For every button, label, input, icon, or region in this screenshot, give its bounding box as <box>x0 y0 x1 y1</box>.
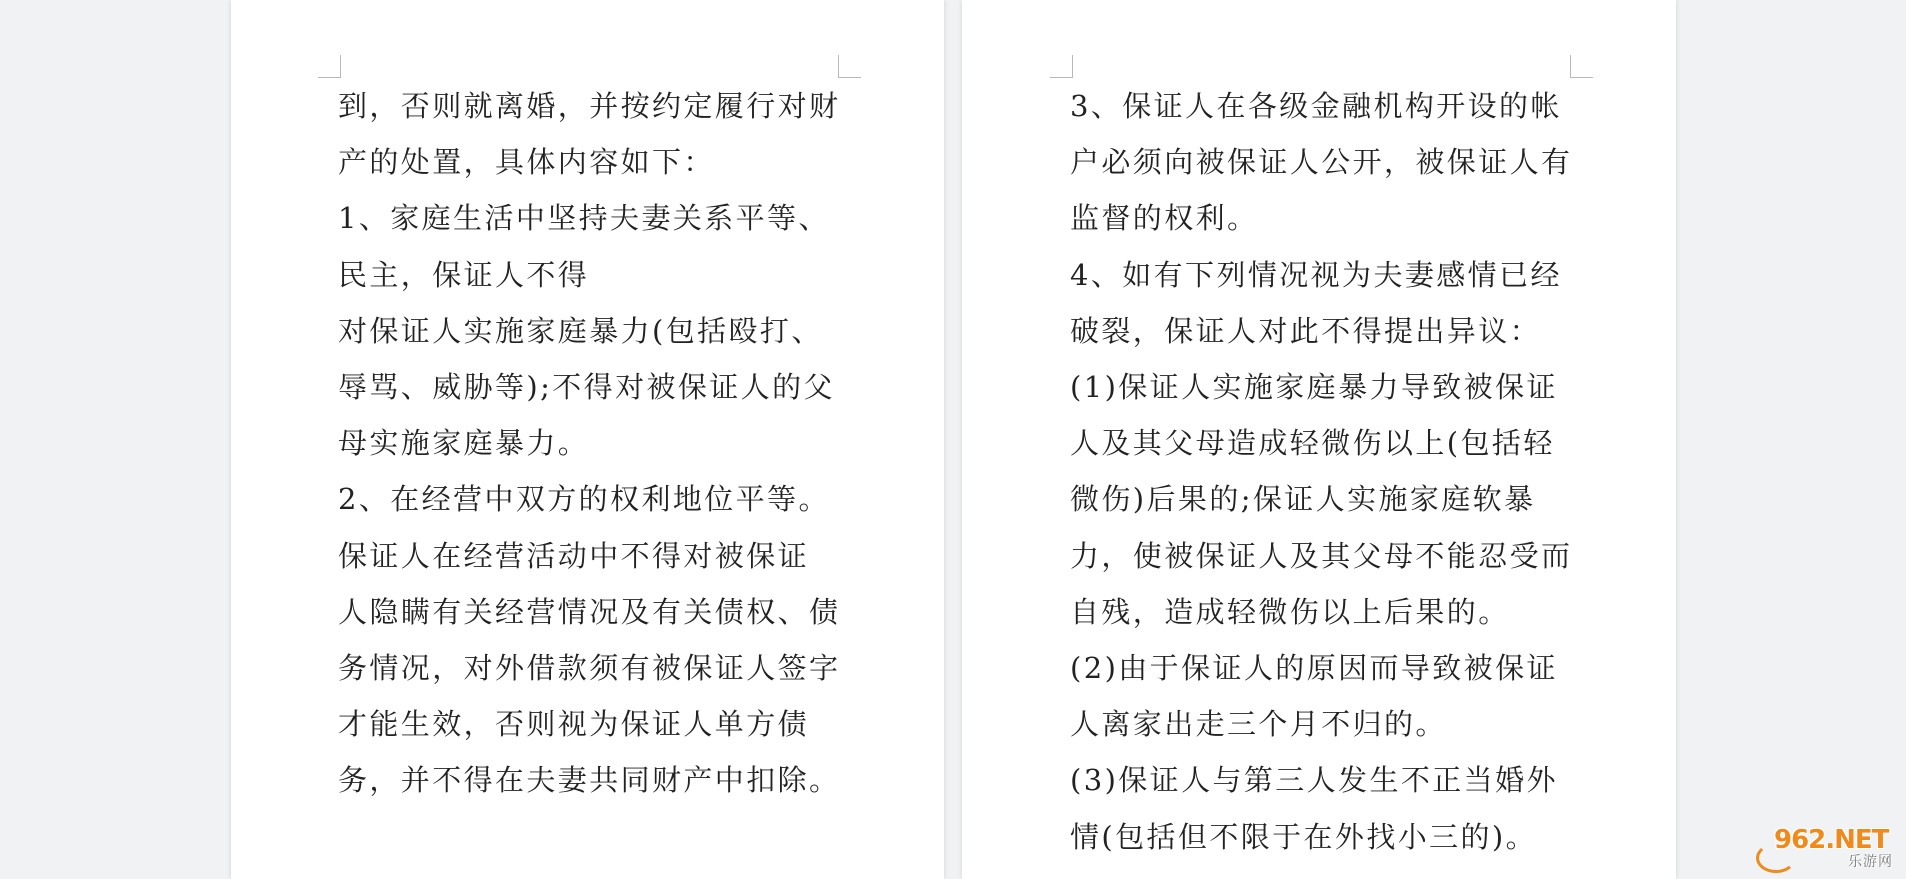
page-text-left[interactable] <box>338 78 848 809</box>
document-page-right <box>962 0 1676 879</box>
crop-mark-top-right <box>1570 55 1593 78</box>
text-line: (2)由于保证人的原因而导致被保证 <box>1070 651 1558 686</box>
text-line: 破裂，保证人对此不得提出异议： <box>1070 313 1542 348</box>
text-line: 产的处置，具体内容如下： <box>338 145 715 180</box>
text-line: 监督的权利。 <box>1070 201 1259 236</box>
text-line: (1)保证人实施家庭暴力导致被保证 <box>1070 370 1558 405</box>
text-line: 情(包括但不限于在外找小三的)。 <box>1070 819 1538 854</box>
text-line: 保证人在经营活动中不得对被保证 <box>338 538 810 573</box>
text-line: 务，并不得在夫妻共同财产中扣除。 <box>338 763 841 798</box>
page-text-right[interactable] <box>1070 78 1580 865</box>
text-line: 2、在经营中双方的权利地位平等。 <box>338 482 830 517</box>
text-line: 对保证人实施家庭暴力(包括殴打、 <box>338 313 823 348</box>
text-line: 微伤)后果的;保证人实施家庭软暴 <box>1070 482 1536 517</box>
text-line: 到，否则就离婚，并按约定履行对财 <box>338 89 841 123</box>
watermark-main-text: 962.NET <box>1774 825 1889 855</box>
document-page-left <box>231 0 944 879</box>
text-line: 务情况，对外借款须有被保证人签字 <box>338 651 841 686</box>
watermark-sub-text: 乐游网 <box>1848 854 1893 870</box>
text-line: 1、家庭生活中坚持夫妻关系平等、 <box>338 201 830 236</box>
text-line: 辱骂、威胁等);不得对被保证人的父 <box>338 370 835 405</box>
text-line: (3)保证人与第三人发生不正当婚外 <box>1070 763 1558 798</box>
text-line: 母实施家庭暴力。 <box>338 426 590 461</box>
crop-mark-top-left <box>1050 55 1073 78</box>
crop-mark-top-right <box>838 55 861 78</box>
text-line: 力，使被保证人及其父母不能忍受而 <box>1070 538 1573 573</box>
text-line: 3、保证人在各级金融机构开设的帐 <box>1070 89 1562 123</box>
text-line: 才能生效，否则视为保证人单方债 <box>338 707 810 742</box>
text-line: 4、如有下列情况视为夫妻感情已经 <box>1070 257 1562 292</box>
text-line: 自残，造成轻微伤以上后果的。 <box>1070 594 1510 629</box>
text-line: 人离家出走三个月不归的。 <box>1070 707 1447 742</box>
text-line: 人及其父母造成轻微伤以上(包括轻 <box>1070 426 1555 461</box>
text-line: 户必须向被保证人公开，被保证人有 <box>1070 145 1573 180</box>
text-line: 民主，保证人不得 <box>338 257 590 292</box>
site-watermark-logo <box>1752 823 1898 873</box>
text-line: 人隐瞒有关经营情况及有关债权、债 <box>338 594 841 629</box>
crop-mark-top-left <box>318 55 341 78</box>
